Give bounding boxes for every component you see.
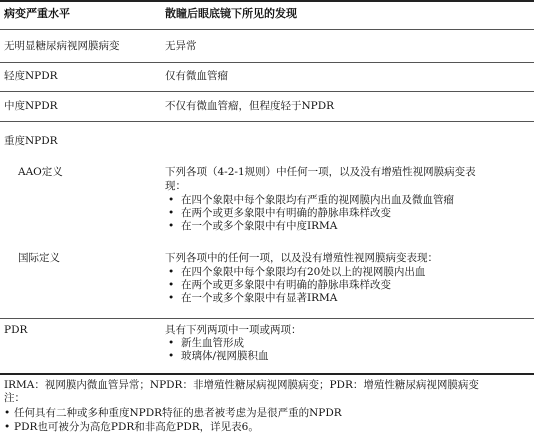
- footnote-note: • 任何具有二种或多种重度NPDR特征的患者被考虑为是很严重的NPDR: [4, 407, 534, 420]
- row-level-mild: 轻度NPDR: [4, 70, 58, 82]
- intl-intro: 下列各项中的任何一项，以及没有增殖性视网膜病变表现：: [165, 252, 438, 264]
- footnote-abbreviations: IRMA：视网膜内微血管异常；NPDR：非增殖性糖尿病视网膜病变；PDR：增殖性糖尿病视网膜病变: [4, 379, 479, 391]
- row-level-severe: 重度NPDR: [4, 135, 58, 147]
- list-item: • 在两个或更多象限中有明确的静脉串珠样改变: [165, 279, 425, 292]
- table-bottom-rule: [0, 373, 534, 375]
- intl-definition-label: 国际定义: [18, 252, 60, 264]
- intl-criteria-list: [165, 266, 425, 305]
- row-level-no-dr: 无明显糖尿病视网膜病变: [4, 40, 120, 52]
- table-top-rule: [0, 0, 534, 2]
- row-rule: [0, 121, 534, 122]
- header-severity: 病变严重水平: [4, 7, 70, 20]
- list-item: • 在一个或多个象限中有中度IRMA: [165, 220, 454, 233]
- header-findings: 散瞳后眼底镜下所见的发现: [165, 7, 297, 20]
- header-rule: [0, 29, 534, 30]
- row-level-pdr: PDR: [4, 324, 28, 336]
- row-finding-moderate: 不仅有微血管瘤，但程度轻于NPDR: [165, 100, 335, 112]
- aao-criteria-list: [165, 194, 454, 233]
- list-item: • 在一个或多个象限中有显著IRMA: [165, 292, 425, 305]
- footnote-note: • PDR也可被分为高危PDR和非高危PDR，详见表6。: [4, 421, 534, 434]
- list-item: • 玻璃体/视网膜积血: [165, 350, 269, 363]
- aao-definition-label: AAO定义: [18, 166, 63, 178]
- list-item: • 在四个象限中每个象限均有20处以上的视网膜内出血: [165, 266, 425, 279]
- aao-intro: 下列各项（4-2-1规则）中任何一项，以及没有增殖性视网膜病变表: [165, 166, 476, 178]
- row-finding-mild: 仅有微血管瘤: [165, 70, 228, 82]
- pdr-criteria-list: [165, 337, 269, 363]
- list-item: • 在两个或更多象限中有明确的静脉串珠样改变: [165, 207, 454, 220]
- row-rule: [0, 318, 534, 319]
- row-finding-no-dr: 无异常: [165, 40, 197, 52]
- pdr-intro: 具有下列两项中一项或两项：: [165, 324, 302, 336]
- list-item: • 新生血管形成: [165, 337, 269, 350]
- row-level-moderate: 中度NPDR: [4, 100, 58, 112]
- row-rule: [0, 91, 534, 92]
- footnote-note-label: 注：: [4, 392, 25, 404]
- aao-intro-cont: 现：: [165, 180, 186, 192]
- list-item: • 在四个象限中每个象限均有严重的视网膜内出血及微血管瘤: [165, 194, 454, 207]
- row-rule: [0, 62, 534, 63]
